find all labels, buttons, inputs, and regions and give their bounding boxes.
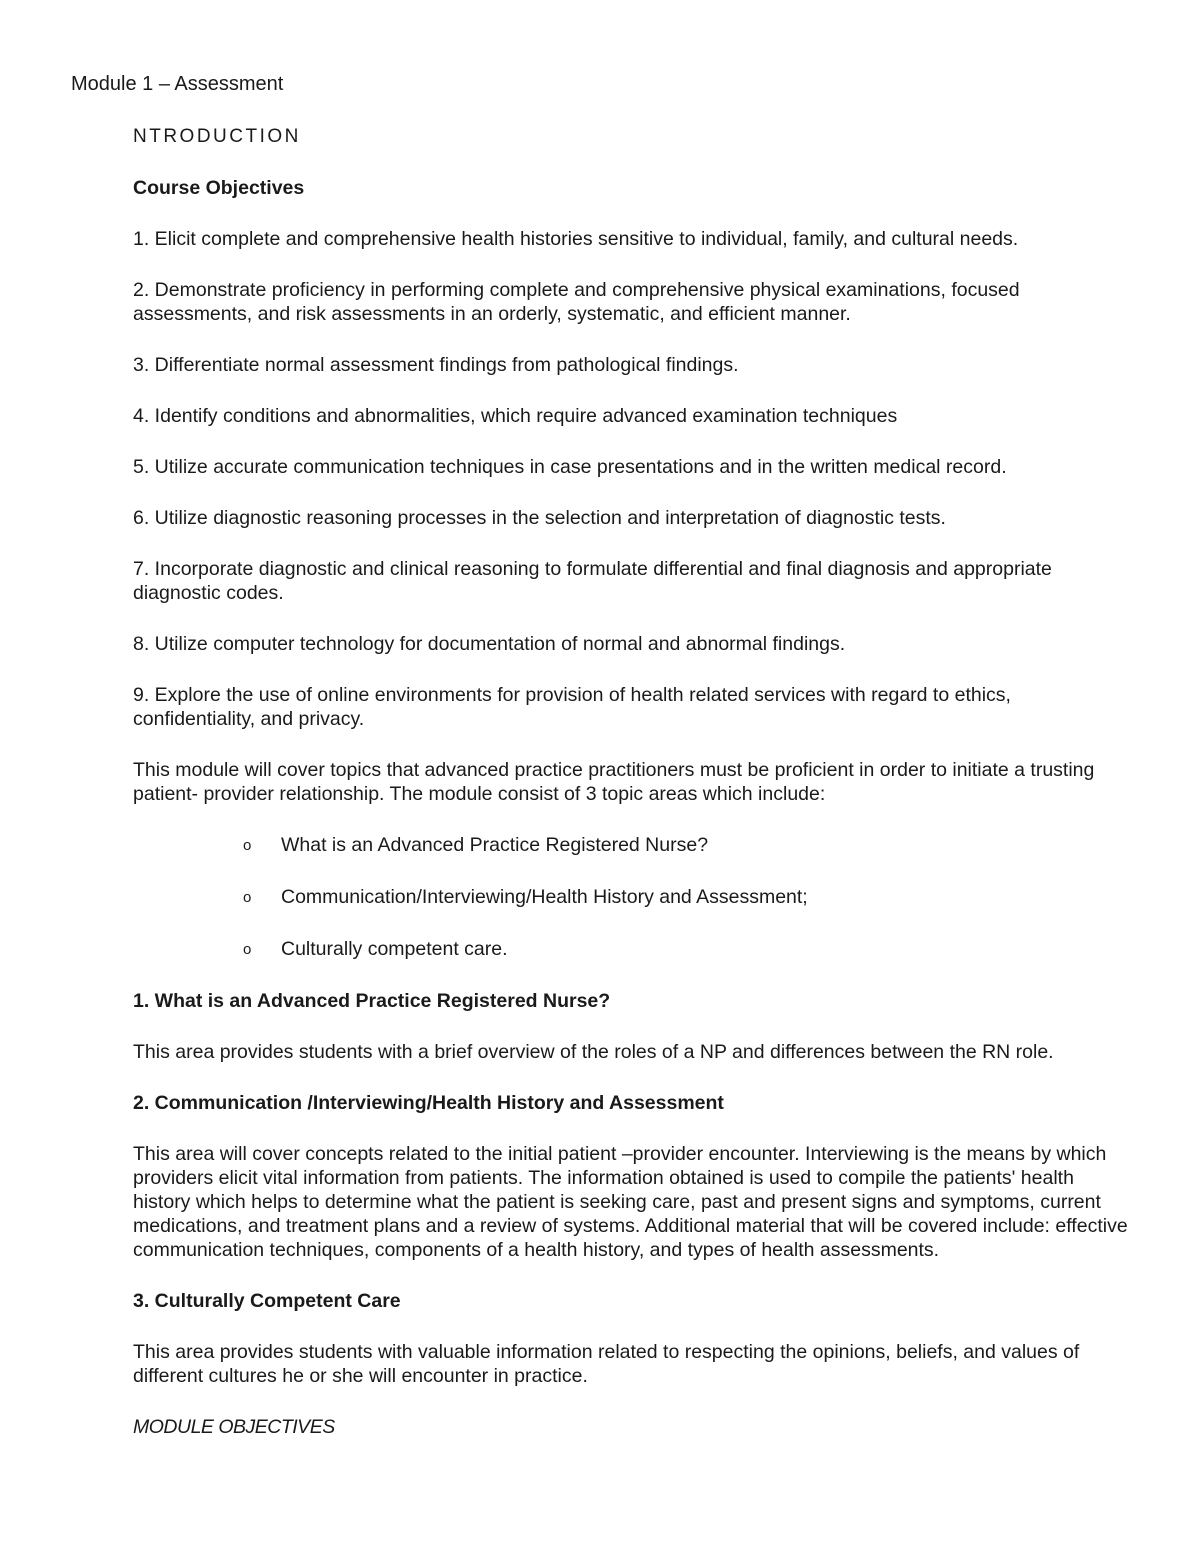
- topic-item: [243, 937, 1133, 961]
- course-objectives-heading: Course Objectives: [133, 177, 305, 199]
- course-objectives-list: [133, 227, 1133, 731]
- objective-item: 7. Incorporate diagnostic and clinical reasoning to formulate differential and final diagnosis and appropriate diagnostic codes.: [133, 558, 1052, 604]
- bullet-icon: o: [243, 941, 252, 958]
- topic-areas-list: [133, 833, 1133, 961]
- topic-label: Communication/Interviewing/Health History and Assessment;: [281, 886, 808, 908]
- bullet-icon: o: [243, 889, 252, 906]
- objective-item: 5. Utilize accurate communication techniques in case presentations and in the written medical record.: [133, 456, 1007, 478]
- section-body: This area provides students with valuable information related to respecting the opinions, beliefs, and values of different cultures he or she will encounter in practice.: [133, 1341, 1080, 1387]
- objective-item: 9. Explore the use of online environments for provision of health related services with regard to ethics, confidentiality, and privacy.: [133, 684, 1011, 730]
- introduction-heading: NTRODUCTION: [133, 126, 301, 147]
- document-body: [133, 125, 1133, 1439]
- topic-item: [243, 885, 1133, 909]
- objective-item: 3. Differentiate normal assessment findings from pathological findings.: [133, 354, 739, 376]
- bullet-icon: o: [243, 837, 252, 854]
- section-body: This area provides students with a brief overview of the roles of a NP and differences between the RN role.: [133, 1041, 1054, 1063]
- objective-item: 2. Demonstrate proficiency in performing complete and comprehensive physical examinations, focused assessments, and risk assessments in an orderly, systematic, and efficient manner.: [133, 279, 1020, 325]
- document-title: Module 1 – Assessment: [71, 73, 284, 95]
- topic-item: [243, 833, 1133, 857]
- objective-item: 1. Elicit complete and comprehensive health histories sensitive to individual, family, and cultural needs.: [133, 228, 1019, 250]
- section-heading: 3. Culturally Competent Care: [133, 1290, 401, 1312]
- topic-label: What is an Advanced Practice Registered Nurse?: [281, 834, 709, 856]
- objective-item: 8. Utilize computer technology for documentation of normal and abnormal findings.: [133, 633, 846, 655]
- module-objectives-heading: MODULE OBJECTIVES: [133, 1416, 335, 1438]
- module-intro-paragraph: This module will cover topics that advanced practice practitioners must be proficient in order to initiate a trusting patient- provider relationship. The module consist of 3 topic areas which include:: [133, 759, 1095, 805]
- topic-label: Culturally competent care.: [281, 938, 508, 960]
- section-body: This area will cover concepts related to the initial patient –provider encounter. Interviewing is the means by which providers elicit vital information from patients. The information obtained is used to compile the patients' health history which helps to determine what the patient is seeking care, past and present signs and symptoms, current medications, and treatment plans and a review of systems. Additional material that will be covered include: effective communication techniques, components of a health history, and types of health assessments.: [133, 1143, 1128, 1261]
- section-heading: 2. Communication /Interviewing/Health History and Assessment: [133, 1092, 724, 1114]
- objective-item: 4. Identify conditions and abnormalities, which require advanced examination techniques: [133, 405, 898, 427]
- section-heading: 1. What is an Advanced Practice Registered Nurse?: [133, 990, 611, 1012]
- objective-item: 6. Utilize diagnostic reasoning processes in the selection and interpretation of diagnostic tests.: [133, 507, 946, 529]
